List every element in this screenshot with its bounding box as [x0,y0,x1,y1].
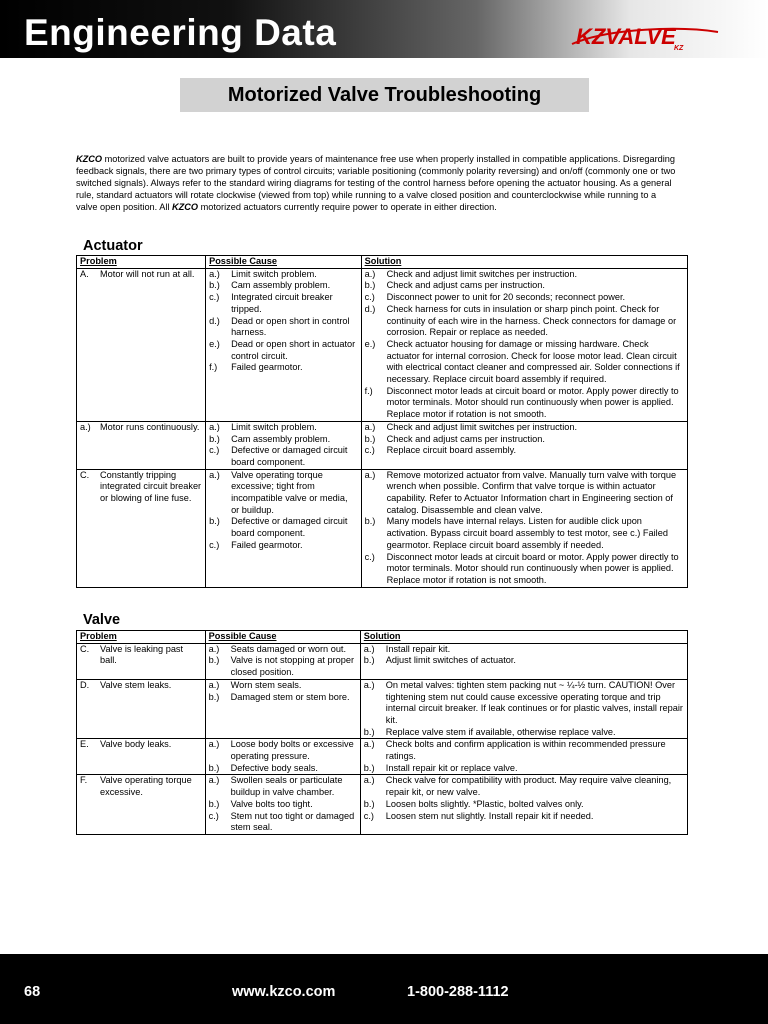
solution [364,680,684,727]
table-row [77,469,688,587]
problem-cell [77,775,206,835]
cause-text: Defective body seals. [230,762,318,773]
solution-letter: e.) [364,338,376,349]
solution [365,269,684,281]
actuator-troubleshooting-table [76,255,688,588]
problem-letter: a.) [80,421,91,432]
solution-text: Check actuator housing for damage or missing hardware. Check actuator for internal corrosion. Check for loose motor lead. Clean circuit with electrical contact cleaner and compressed air. Solder connections if necessary. Replace circuit board assembly if required. [386,338,680,385]
possible-cause [209,445,358,468]
problem-text: Motor will not run at all. [100,268,195,279]
solution-letter: a.) [363,775,375,786]
cause-text: Limit switch problem. [231,268,317,279]
causes-cell [205,679,360,739]
causes-cell [205,739,360,775]
solution-letter: b.) [363,798,375,809]
possible-cause [209,434,358,446]
cause-letter: c.) [209,292,220,303]
cause-text: Limit switch problem. [231,421,317,432]
possible-cause [209,680,357,692]
possible-cause [209,763,357,775]
problem-text: Motor runs continuously. [100,421,200,432]
causes-cell [205,775,360,835]
causes-cell [206,268,362,421]
solution [364,799,684,811]
intro-text: motorized valve actuators are built to provide years of maintenance free use when properly installed in compatible applications. Disregarding feedback signals, there are two primary types of control circuits; variable positioning (commonly polarity reversing) and on/off (commonly one or two switched signals). Always refer to the standard wiring diagrams for testing of the control harness before opening the actuator housing. As a general rule, standard actuators will rotate clockwise (viewed from top) while running to a valve closed position and counterclockwise while running to a valve open position. All [76,154,676,212]
valve-troubleshooting-table [76,630,688,835]
possible-cause [209,775,357,798]
cause-letter: f.) [209,362,218,373]
solution-letter: b.) [364,433,376,444]
possible-cause [209,644,357,656]
solution-letter: c.) [364,551,375,562]
solution-letter: c.) [364,292,375,303]
possible-cause [209,516,358,539]
table-row [77,775,688,835]
table-row [77,643,688,679]
cause-text: Seats damaged or worn out. [230,643,347,654]
problem-text: Valve body leaks. [100,739,172,750]
problem-letter: C. [80,469,90,480]
solution [364,727,684,739]
cause-letter: a.) [208,643,220,654]
problem-cell [77,268,206,421]
page-title: Engineering Data [24,12,337,53]
cause-letter: b.) [209,433,220,444]
solutions-cell [360,643,687,679]
intro-text: motorized actuators currently require power to operate in either direction. [198,202,497,212]
problem-cell [77,739,206,775]
possible-cause [209,292,358,315]
solution-text: Check bolts and confirm application is within recommended pressure ratings. [385,739,666,762]
solution-letter: b.) [363,762,375,773]
solution-letter: f.) [364,385,373,396]
cause-letter: b.) [209,516,220,527]
column-header: Possible Cause [205,631,360,644]
solution [365,292,684,304]
solution [365,552,684,587]
solution [365,280,684,292]
possible-cause [209,362,358,374]
causes-cell [205,643,360,679]
cause-text: Integrated circuit breaker tripped. [231,292,333,314]
cause-letter: c.) [209,445,220,456]
possible-cause [209,655,357,678]
solutions-cell [360,775,687,835]
cause-letter: d.) [209,315,220,326]
solution-text: Adjust limit switches of actuator. [385,655,516,666]
cause-text: Failed gearmotor. [231,362,303,373]
problem-cell [77,643,206,679]
problem-letter: D. [80,679,90,690]
cause-text: Worn stem seals. [230,679,302,690]
solution-text: Check and adjust limit switches per instruction. [386,268,578,279]
solution [364,655,684,667]
cause-text: Defective or damaged circuit board component. [231,445,348,467]
problem-text: Valve is leaking past ball. [100,643,184,666]
actuator-section-title: Actuator [83,238,143,254]
svg-text:KZ: KZ [674,45,684,52]
problem-letter: E. [80,739,89,750]
brand-name: KZCO [172,202,199,212]
problem-text: Constantly tripping integrated circuit breaker or blowing of line fuse. [100,469,202,504]
solution [365,445,684,457]
cause-text: Defective or damaged circuit board component. [231,516,348,539]
cause-text: Failed gearmotor. [231,539,303,550]
possible-cause [209,799,357,811]
solutions-cell [361,268,687,421]
page-footer [0,954,768,1024]
table-row [77,268,688,421]
column-header: Problem [77,631,206,644]
solution [365,434,684,446]
column-header: Solution [360,631,687,644]
solution-text: Install repair kit. [385,643,451,654]
problem-text: Valve stem leaks. [100,679,172,690]
section-banner [180,78,589,112]
table-row [77,739,688,775]
solution-text: Remove motorized actuator from valve. Manually turn valve with torque wrench when possible. Confirm that valve torque is within actuator capability. Refer to Actuator Information chart in Engineering section of catalog. Disassemble and clean valve. [386,469,677,515]
cause-letter: c.) [209,539,220,550]
possible-cause [209,316,358,339]
problem-letter: A. [80,268,89,279]
possible-cause [209,540,358,552]
solution-text: Disconnect motor leads at circuit board or motor. Apply power directly to motor terminals. Motor should run continuously when power is applied. Replace motor if rotation is not smooth. [386,385,679,420]
cause-letter: a.) [209,268,220,279]
solution-text: On metal valves: tighten stem packing nut ~ ¼-½ turn. CAUTION! Over tightening stem nut could cause excessive operating torque and trip internal circuit breaker. If leak continues or for plastic valves, install repair kit. [385,679,683,725]
column-header: Problem [77,256,206,269]
svg-text:KZVALVE: KZVALVE [576,24,676,49]
solution-text: Replace circuit board assembly. [386,445,517,456]
solution-text: Check and adjust limit switches per instruction. [386,421,578,432]
solutions-cell [361,421,687,469]
solution [365,422,684,434]
table-row [77,421,688,469]
possible-cause [209,739,357,762]
phone-number: 1-800-288-1112 [407,984,509,1000]
cause-text: Stem nut too tight or damaged stem seal. [230,810,355,833]
causes-cell [206,421,362,469]
banner-title: Motorized Valve Troubleshooting [227,83,542,106]
valve-section-title: Valve [83,612,121,628]
solutions-cell [360,739,687,775]
cause-letter: e.) [209,338,220,349]
kzvalve-logo [570,22,720,52]
possible-cause [209,811,357,834]
solution-text: Loosen bolts slightly. *Plastic, bolted valves only. [385,798,584,809]
column-header: Possible Cause [206,256,362,269]
cause-text: Valve bolts too tight. [230,798,313,809]
cause-letter: b.) [209,280,220,291]
solution [365,339,684,386]
solution-letter: a.) [363,643,375,654]
brand-name: KZCO [76,154,103,164]
problem-cell [77,679,206,739]
causes-cell [206,469,362,587]
cause-letter: b.) [208,691,220,702]
solution-letter: b.) [363,726,375,737]
cause-text: Valve is not stopping at proper closed position. [230,655,355,678]
cause-letter: b.) [208,655,220,666]
table-header-row [77,631,688,644]
cause-letter: a.) [208,739,220,750]
possible-cause [209,470,358,517]
solution [365,470,684,517]
solution-letter: a.) [364,268,376,279]
solution [364,644,684,656]
cause-text: Valve operating torque excessive; tight from incompatible valve or media, or buildup. [231,469,348,515]
solution-letter: d.) [364,303,376,314]
intro-paragraph [76,153,676,213]
solution-text: Many models have internal relays. Listen for audible click upon activation. Bypass circuit board assembly to test motor, see c.) Failed gearmotor. Replace circuit board assembly if needed. [386,516,668,550]
solution-letter: a.) [363,679,375,690]
solution-letter: b.) [363,655,375,666]
cause-letter: b.) [208,762,220,773]
cause-text: Cam assembly problem. [231,280,331,291]
page-number: 68 [24,984,41,1000]
solution-letter: c.) [363,810,374,821]
cause-letter: a.) [208,679,220,690]
solutions-cell [360,679,687,739]
cause-letter: b.) [208,798,220,809]
possible-cause [209,692,357,704]
solution-letter: a.) [363,739,375,750]
problem-text: Valve operating torque excessive. [100,775,192,798]
cause-text: Cam assembly problem. [231,433,331,444]
table-row [77,679,688,739]
solution-text: Loosen stem nut slightly. Install repair kit if needed. [385,810,594,821]
cause-text: Swollen seals or particulate buildup in valve chamber. [230,775,343,798]
solution-text: Check valve for compatibility with product. May require valve cleaning, repair kit, or new valve. [385,775,672,798]
page-header [0,0,768,58]
solution-text: Check harness for cuts in insulation or sharp pinch point. Check for continuity of each wire in the harness. Check connectors for damage or corrosion. Repair or replace as needed. [386,303,677,338]
cause-letter: a.) [209,421,220,432]
solution-letter: c.) [364,445,375,456]
solution [365,386,684,421]
cause-letter: c.) [208,810,219,821]
possible-cause [209,280,358,292]
solution [364,739,684,762]
solution-text: Replace valve stem if available, otherwise replace valve. [385,726,616,737]
solution-letter: a.) [364,469,376,480]
problem-cell [77,421,206,469]
solution-letter: b.) [364,516,376,527]
solution [364,763,684,775]
solution-text: Check and adjust cams per instruction. [386,280,545,291]
problem-letter: C. [80,643,90,654]
problem-cell [77,469,206,587]
cause-text: Dead or open short in actuator control circuit. [231,338,356,361]
solution-text: Disconnect power to unit for 20 seconds; reconnect power. [386,292,626,303]
cause-text: Loose body bolts or excessive operating pressure. [230,739,354,762]
solution-letter: a.) [364,421,376,432]
website-link[interactable]: www.kzco.com [232,984,336,1000]
cause-letter: a.) [209,469,220,480]
table-header-row [77,256,688,269]
problem-letter: F. [80,775,88,786]
solution [364,775,684,798]
possible-cause [209,339,358,362]
solution-text: Disconnect motor leads at circuit board or motor. Apply power directly to motor terminals. Motor should run continuously when power is applied. Replace motor if rotation is not smooth. [386,551,679,585]
possible-cause [209,269,358,281]
solution-letter: b.) [364,280,376,291]
solution-text: Install repair kit or replace valve. [385,762,518,773]
solutions-cell [361,469,687,587]
cause-text: Dead or open short in control harness. [231,315,350,338]
solution [365,304,684,339]
cause-text: Damaged stem or stem bore. [230,691,350,702]
solution [364,811,684,823]
column-header: Solution [361,256,687,269]
possible-cause [209,422,358,434]
solution-text: Check and adjust cams per instruction. [386,433,545,444]
solution [365,516,684,551]
cause-letter: a.) [208,775,220,786]
